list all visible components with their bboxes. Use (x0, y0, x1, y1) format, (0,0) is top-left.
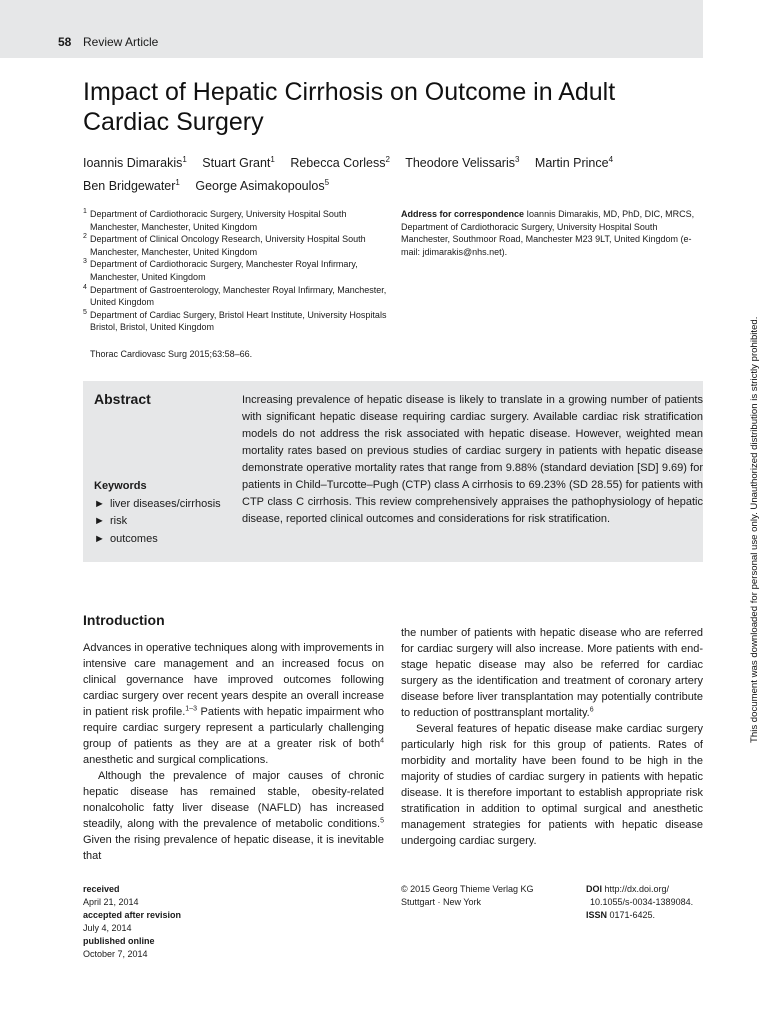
affiliation-number: 2 (83, 233, 87, 241)
keywords-list (94, 496, 221, 548)
reference-marker: 5 (380, 817, 384, 825)
author-name: Theodore Velissaris (405, 156, 515, 171)
copyright: © 2015 Georg Thieme Verlag KG (401, 884, 534, 894)
accepted-label: accepted after revision (83, 910, 182, 920)
correspondence (401, 208, 706, 258)
author (290, 156, 390, 170)
section-label: Review Article (83, 35, 159, 49)
body-column-right (401, 625, 703, 849)
received-label: received (83, 884, 120, 894)
author (405, 156, 519, 170)
author (195, 179, 329, 193)
affiliation (83, 284, 388, 309)
author-name: Stuart Grant (202, 156, 271, 171)
keyword-label: outcomes (110, 532, 158, 545)
doi-info (586, 883, 693, 922)
author (535, 156, 613, 170)
paragraph (401, 625, 703, 721)
article-title: Impact of Hepatic Cirrhosis on Outcome in Adult Cardiac Surgery (83, 78, 616, 136)
author-affiliation: 2 (385, 155, 390, 164)
journal-citation: Thorac Cardiovasc Surg 2015;63:58–66. (90, 349, 253, 359)
keyword-label: liver diseases/cirrhosis (110, 498, 221, 510)
author-name: George Asimakopoulos (195, 179, 325, 194)
author (83, 156, 187, 170)
paragraph (83, 768, 384, 864)
page-number: 58 (58, 35, 72, 49)
author-name: Ben Bridgewater (83, 179, 176, 194)
issn-label: ISSN (586, 910, 608, 920)
correspondence-label: Address for correspondence (401, 209, 525, 219)
keywords-heading: Keywords (94, 480, 147, 492)
text-run: Given the rising prevalence of hepatic disease, it is inevitable that (83, 834, 384, 862)
arrow-icon: ► (94, 532, 105, 545)
affiliation-text: Department of Cardiothoracic Surgery, Manchester Royal Infirmary, Manchester, United Kingdom (90, 259, 358, 282)
affiliation-text: Department of Clinical Oncology Research, University Hospital South Manchester, Manchester, United Kingdom (90, 234, 366, 257)
abstract-text: Increasing prevalence of hepatic disease is likely to translate in a growing number of patients with significant hepatic disease requiring cardiac surgery. Available cardiac risk stratification models do not address the risk associated with hepatic disease. However, weighted mean mortality rates based on previous studies of cardiac surgery in patients with hepatic disease demonstrate operative mortality rates that range from 9.88% (standard deviation [SD] 9.69) for patients in Child–Turcotte–Pugh (CTP) class A cirrhosis to 69.23% (SD 28.55) for patients with CTP class C cirrhosis. This review comprehensively appraises the pathophysiology of hepatic disease, reported clinical outcomes and considerations for risk stratification. (242, 394, 703, 525)
issn-value: 0171-6425. (607, 910, 656, 920)
text-run: Patients with hepatic impairment who require cardiac surgery represent a particularly challenging group of patients as they are at a greater risk of both (83, 706, 384, 750)
text-run: anesthetic and surgical complications. (83, 754, 269, 766)
author-name: Rebecca Corless (290, 156, 386, 171)
paragraph (83, 640, 384, 768)
abstract-heading: Abstract (94, 391, 151, 407)
paragraph: Several features of hepatic disease make cardiac surgery particularly high risk for this group of patients. Rates of morbidity and mortality have been found to be high in the majority of studies of cardiac surgery in patients with hepatic disease. It is therefore important to establish appropriate risk stratification in addition to optimal surgical and anesthetic management strategies for patients with hepatic disease undergoing cardiac surgery. (401, 723, 703, 847)
affiliation-text: Department of Cardiac Surgery, Bristol Heart Institute, University Hospitals Bristol, Bristol, United Kingdom (90, 309, 387, 333)
author-name: Martin Prince (534, 156, 609, 171)
author-affiliation: 1 (182, 155, 187, 164)
header-band (0, 0, 703, 58)
affiliation-number: 3 (83, 258, 87, 266)
accepted-date: July 4, 2014 (83, 923, 132, 933)
affiliation-number: 1 (83, 208, 87, 215)
affiliation-text: Department of Gastroenterology, Manchester Royal Infirmary, Manchester, United Kingdom (90, 284, 387, 308)
author (83, 179, 180, 193)
author-affiliation: 4 (608, 155, 614, 164)
doi-link[interactable]: http://dx.doi.org/ (602, 884, 670, 894)
keyword-item (94, 496, 221, 513)
publication-dates (83, 883, 181, 961)
author-name: Ioannis Dimarakis (83, 156, 183, 171)
affiliation (83, 258, 388, 283)
keyword-item (94, 513, 221, 530)
author-affiliation: 1 (175, 178, 180, 188)
affiliations (83, 208, 388, 334)
introduction-heading: Introduction (83, 612, 165, 628)
affiliation (83, 208, 388, 233)
author (202, 156, 275, 170)
arrow-icon: ► (94, 515, 105, 528)
reference-marker: 6 (589, 706, 594, 714)
affiliation-text: Department of Cardiothoracic Surgery, University Hospital South Manchester, Manchester, United Kingdom (90, 209, 347, 232)
author-affiliation: 1 (270, 155, 275, 164)
download-notice-text: This document was downloaded for personal use only. Unauthorized distribution is strictly prohibited. (749, 316, 760, 743)
arrow-icon: ► (94, 498, 105, 510)
keyword-label: risk (110, 515, 128, 528)
published-label: published online (83, 936, 155, 946)
doi-id[interactable]: 10.1055/s-0034-1389084. (590, 897, 694, 907)
published-date: October 7, 2014 (83, 949, 148, 959)
author-affiliation: 3 (514, 155, 520, 164)
affiliation (83, 309, 388, 334)
author-list (83, 150, 643, 196)
received-date: April 21, 2014 (83, 897, 139, 907)
publisher-info (401, 883, 534, 909)
body-column-left (83, 640, 384, 864)
text-run: the number of patients with hepatic disease who are referred for cardiac surgery will also increase. More patients with end-stage hepatic disease may also be referred for cardiac surgery as the identification and treatment of coronary artery disease before liver transplantation may potentially contribute to reduction of posttransplant mortality. (401, 627, 703, 719)
affiliation-number: 5 (83, 308, 87, 316)
author-affiliation: 5 (324, 178, 330, 188)
affiliation (83, 233, 388, 258)
affiliation-number: 4 (83, 283, 87, 291)
reference-marker: 4 (380, 737, 384, 745)
text-run: Although the prevalence of major causes of chronic hepatic disease has remained stable, obesity-related nonalcoholic fatty liver disease (NAFLD) has increased steadily, along with the prevalence of metabolic conditions. (83, 770, 384, 830)
text-run: Advances in operative techniques along with improvements in intensive care management and an increased focus on clinical governance have improved outcomes following cardiac surgery over recent years despite an overall increase in patient risk profile. (83, 642, 384, 718)
publisher-location: Stuttgart · New York (401, 897, 482, 907)
keyword-item (94, 531, 221, 548)
correspondence-text: Ioannis Dimarakis, MD, PhD, DIC, MRCS, Department of Cardiothoracic Surgery, University Hospital South Manchester, Southmoor Road, Manchester M23 9LT, United Kingdom (e-mail: jdimarakis@nhs.net). (401, 209, 695, 257)
reference-marker: 1–3 (185, 705, 197, 713)
doi-label: DOI (586, 884, 603, 894)
